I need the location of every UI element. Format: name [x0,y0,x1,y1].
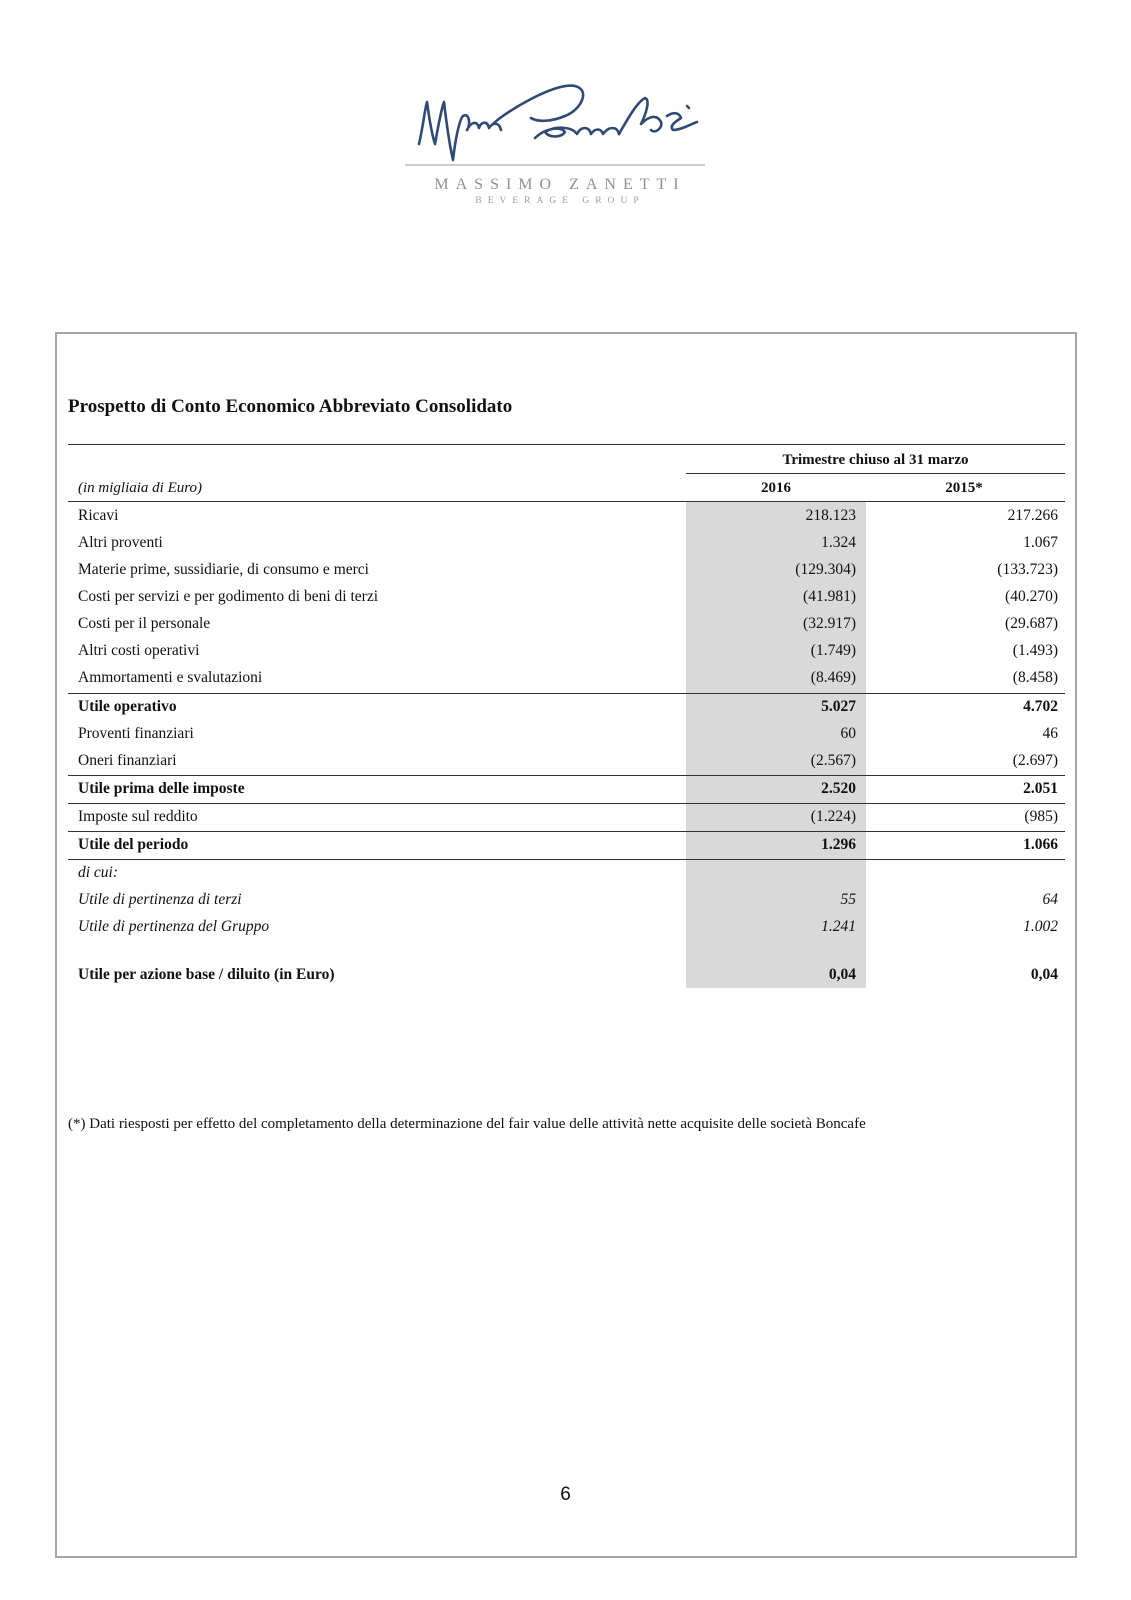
value-2016: 5.027 [821,698,856,715]
value-2016: (32.917) [803,615,856,632]
value-2015: 1.002 [1023,918,1058,935]
table-row [0,557,1131,583]
table-row [0,804,1131,830]
row-label: Utile prima delle imposte [78,780,245,797]
row-label: Oneri finanziari [78,752,177,769]
value-2016: (1.749) [810,642,856,659]
value-2016: 1.324 [821,534,856,551]
value-2015: (29.687) [1005,615,1058,632]
rule-below-utile-periodo [68,859,1065,860]
value-2015: 1.067 [1023,534,1058,551]
table-row [0,832,1131,858]
table-row [0,887,1131,913]
value-2015: (2.697) [1012,752,1058,769]
row-label: Utile del periodo [78,836,189,853]
rule-above-utile-ante-imposte [68,775,1065,776]
table-row [0,530,1131,556]
value-2015: 64 [1042,891,1058,908]
row-label: Imposte sul reddito [78,808,198,825]
value-2016: (1.224) [810,808,856,825]
value-2016: 2.520 [821,780,856,797]
table-top-rule [68,444,1065,445]
row-label: Utile operativo [78,698,177,715]
period-header: Trimestre chiuso al 31 marzo [782,452,969,468]
value-2015: 4.702 [1023,698,1058,715]
row-label: Altri proventi [78,534,163,551]
year-header-2016: 2016 [761,480,791,496]
rule-above-imposte [68,803,1065,804]
value-2015: (8.458) [1012,669,1058,686]
value-2015: 217.266 [1007,507,1058,524]
page-title: Prospetto di Conto Economico Abbreviato Consolidato [68,396,513,417]
value-2016: 1.296 [821,836,856,853]
value-2015: (133.723) [997,561,1058,578]
value-2015: (1.493) [1012,642,1058,659]
header-bottom-rule [68,501,1065,502]
value-2015: 1.066 [1023,836,1058,853]
row-label: Costi per servizi e per godimento di beni di terzi [78,588,379,605]
row-label: Utile di pertinenza di terzi [78,891,242,908]
value-2016: (41.981) [803,588,856,605]
value-2015: 2.051 [1023,780,1058,797]
row-label: Ammortamenti e svalutazioni [78,669,263,686]
value-2016: (2.567) [810,752,856,769]
row-label: Proventi finanziari [78,725,194,742]
table-row [0,665,1131,691]
value-2016: (8.469) [810,669,856,686]
value-2015: 0,04 [1030,966,1058,983]
table-row [0,503,1131,529]
value-2016: 218.123 [805,507,856,524]
table-row [0,914,1131,940]
value-2015: (40.270) [1005,588,1058,605]
row-label: Altri costi operativi [78,642,200,659]
value-2016: 55 [840,891,856,908]
year-header-2015: 2015* [945,480,983,496]
value-2015: 46 [1042,725,1058,742]
page-number: 6 [560,1484,571,1505]
table-row [0,611,1131,637]
table-row [0,584,1131,610]
period-header-rule [686,473,1065,474]
row-label: Materie prime, sussidiarie, di consumo e merci [78,561,369,578]
table-row [0,694,1131,720]
table-row [0,748,1131,774]
table-row [0,776,1131,802]
rule-above-utile-operativo [68,693,1065,694]
unit-note: (in migliaia di Euro) [78,480,203,496]
table-row [0,962,1131,988]
company-logo [405,72,715,212]
row-label: di cui: [78,864,119,881]
logo-company-name: MASSIMO ZANETTI [434,176,686,193]
row-label: Costi per il personale [78,615,211,632]
signature-logo-mark [405,72,715,172]
table-row [0,721,1131,747]
row-label: Utile di pertinenza del Gruppo [78,918,270,935]
value-2016: 60 [840,725,856,742]
value-2015: (985) [1024,808,1058,825]
rule-above-utile-periodo [68,831,1065,832]
table-row [0,860,1131,886]
logo-company-subtitle: BEVERAGE GROUP [475,196,645,206]
value-2016: (129.304) [795,561,856,578]
row-label: Utile per azione base / diluito (in Euro) [78,966,335,983]
table-row [0,638,1131,664]
value-2016: 0,04 [828,966,856,983]
footnote: (*) Dati riesposti per effetto del completamento della determinazione del fair value delle attività nette acquisite delle società Boncafe [68,1116,866,1132]
value-2016: 1.241 [821,918,856,935]
row-label: Ricavi [78,507,119,524]
